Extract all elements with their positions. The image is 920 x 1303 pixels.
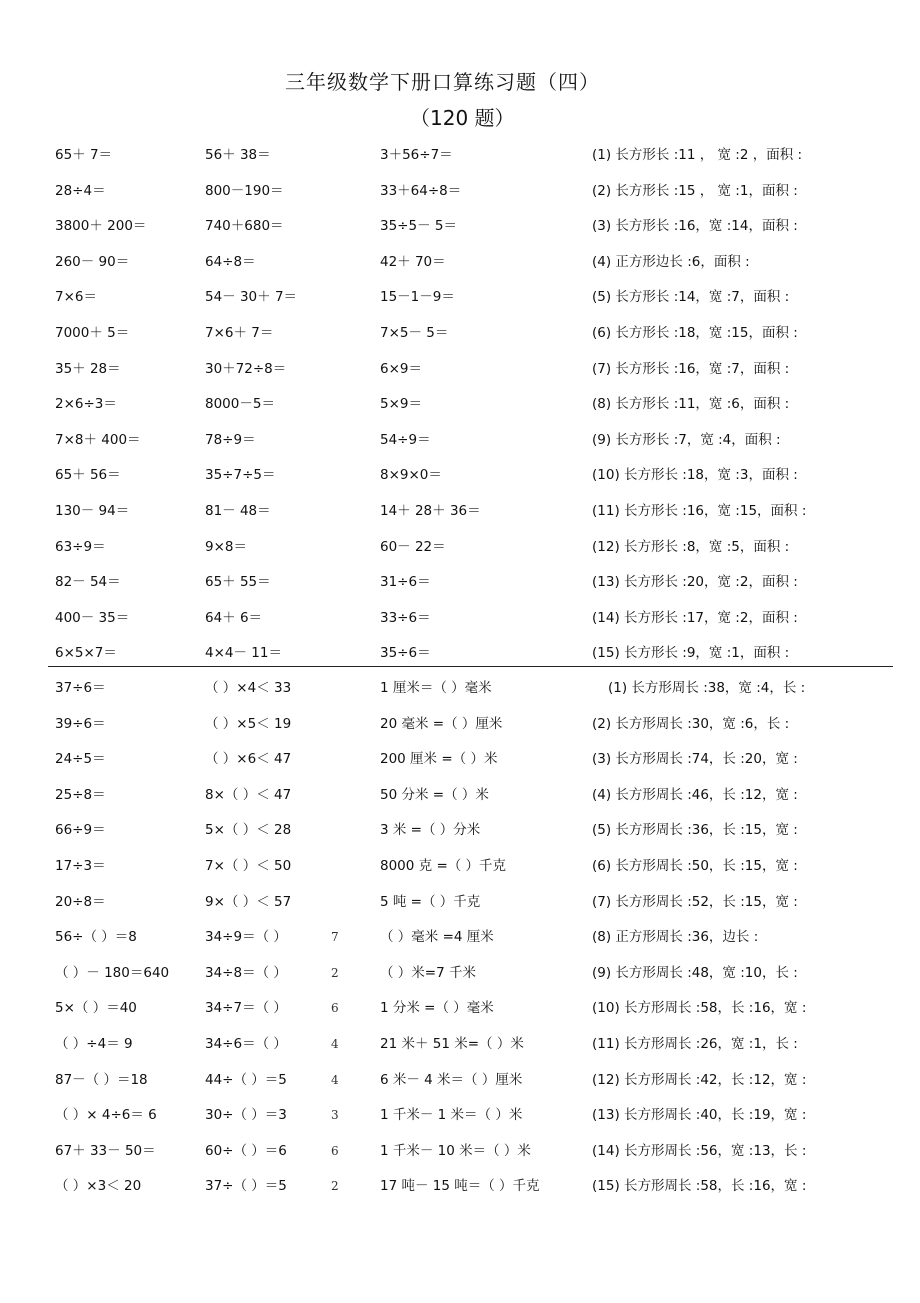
problem-cell: (15) 长方形长 :9，宽 :1，面积 :	[592, 645, 790, 662]
problem-cell: （ ）×5＜ 19	[205, 715, 292, 732]
problem-cell: 35＋ 28＝	[55, 360, 121, 377]
section-two-grid	[55, 671, 920, 1205]
problem-cell: 800－190＝	[205, 182, 284, 199]
problem-cell: (3) 长方形周长 :74，长 :20，宽 :	[592, 751, 798, 768]
problem-cell: （ ）－ 180＝640	[55, 964, 170, 981]
problem-cell: 7×（ ）＜ 50	[205, 857, 292, 874]
problem-row	[55, 920, 920, 956]
problem-cell: 31÷6＝	[380, 574, 431, 591]
problem-cell: 67＋ 33－ 50＝	[55, 1142, 156, 1159]
problem-cell: 1 千米－ 10 米＝（ ）米	[380, 1142, 531, 1159]
problem-row	[55, 458, 920, 494]
problem-cell: 17÷3＝	[55, 857, 106, 874]
problem-cell: (13) 长方形周长 :40，长 :19，宽 :	[592, 1107, 807, 1124]
problem-cell: 37÷6＝	[55, 680, 106, 696]
problem-cell: 1 分米 =（ ）毫米	[380, 1000, 494, 1017]
problem-cell: 39÷6＝	[55, 715, 106, 732]
problem-cell: 14＋ 28＋ 36＝	[380, 502, 481, 519]
problem-cell: 6 米－ 4 米＝（ ）厘米	[380, 1071, 523, 1088]
problem-cell: 60÷（ ）＝6	[205, 1142, 287, 1159]
problem-cell: 5 吨 =（ ）千克	[380, 893, 481, 910]
problem-row	[55, 245, 920, 281]
section-one-grid	[55, 138, 920, 672]
problem-cell: 8000－5＝	[205, 396, 275, 413]
problem-cell: (10) 长方形长 :18，宽 :3，面积 :	[592, 467, 798, 484]
problem-row	[55, 707, 920, 743]
problem-cell: 65＋ 56＝	[55, 467, 121, 484]
page-subtitle: （120 题）	[410, 106, 515, 130]
problem-cell: 44÷（ ）＝5	[205, 1071, 287, 1088]
problem-cell: 33÷6＝	[380, 609, 431, 626]
problem-cell: 7×6＝	[55, 289, 97, 306]
problem-cell: 4×4－ 11＝	[205, 645, 282, 662]
problem-row	[55, 1169, 920, 1205]
problem-cell: 9×8＝	[205, 538, 247, 555]
problem-cell: (4) 正方形边长 :6，面积 :	[592, 253, 750, 270]
problem-cell: 30＋72÷8＝	[205, 360, 287, 377]
problem-cell: （ ）毫米 =4 厘米	[380, 929, 494, 946]
problem-cell: 35÷7÷5＝	[205, 467, 276, 484]
problem-cell: 1 厘米＝（ ）毫米	[380, 680, 492, 696]
problem-cell: 64＋ 6＝	[205, 609, 263, 626]
problem-row	[55, 316, 920, 352]
problem-cell: 1 千米－ 1 米＝（ ）米	[380, 1107, 523, 1124]
problem-cell: 56＋ 38＝	[205, 147, 271, 163]
problem-cell: 50 分米 =（ ）米	[380, 786, 489, 803]
problem-cell: 6×5×7＝	[55, 645, 117, 662]
problem-cell: 3800＋ 200＝	[55, 218, 147, 235]
problem-cell: （ ）× 4÷6＝ 6	[55, 1107, 157, 1124]
problem-cell: 7×6＋ 7＝	[205, 324, 274, 341]
problem-cell: 6×9＝	[380, 360, 422, 377]
problem-cell: 56÷（ ）＝8	[55, 929, 137, 946]
problem-row	[55, 991, 920, 1027]
problem-cell: (7) 长方形长 :16，宽 :7，面积 :	[592, 360, 790, 377]
problem-row	[55, 778, 920, 814]
problem-cell: 8×（ ）＜ 47	[205, 786, 292, 803]
problem-row	[55, 1027, 920, 1063]
problem-cell: (12) 长方形长 :8，宽 :5，面积 :	[592, 538, 790, 555]
problem-row	[55, 565, 920, 601]
problem-cell: (5) 长方形周长 :36，长 :15，宽 :	[592, 822, 798, 839]
printed-answer-digit: 6	[331, 1143, 339, 1158]
problem-cell: (8) 长方形长 :11，宽 :6，面积 :	[592, 396, 790, 413]
problem-cell: 740＋680＝	[205, 218, 284, 235]
problem-cell: 8×9×0＝	[380, 467, 442, 484]
problem-cell: 20÷8＝	[55, 893, 106, 910]
problem-cell: 3 米 =（ ）分米	[380, 822, 481, 839]
problem-cell: (9) 长方形周长 :48，宽 :10，长 :	[592, 964, 798, 981]
problem-cell: 17 吨－ 15 吨＝（ ）千克	[380, 1178, 540, 1195]
problem-cell: 7×5－ 5＝	[380, 324, 449, 341]
problem-cell: 130－ 94＝	[55, 502, 130, 519]
problem-cell: 2×6÷3＝	[55, 396, 117, 413]
problem-cell: 37÷（ ）＝5	[205, 1178, 287, 1195]
problem-cell: (6) 长方形周长 :50，长 :15，宽 :	[592, 857, 798, 874]
problem-cell: (6) 长方形长 :18，宽 :15，面积 :	[592, 324, 798, 341]
problem-cell: 15－1－9＝	[380, 289, 455, 306]
problem-row	[55, 209, 920, 245]
printed-answer-digit: 7	[331, 930, 339, 945]
problem-row	[55, 885, 920, 921]
problem-cell: (1) 长方形周长 :38，宽 :4，长 :	[608, 680, 806, 696]
printed-answer-digit: 2	[331, 1179, 339, 1194]
problem-row	[55, 494, 920, 530]
problem-cell: 25÷8＝	[55, 786, 106, 803]
printed-answer-digit: 3	[331, 1108, 339, 1123]
problem-cell: 28÷4＝	[55, 182, 106, 199]
problem-cell: 65＋ 55＝	[205, 574, 271, 591]
problem-cell: 30÷（ ）＝3	[205, 1107, 287, 1124]
problem-cell: (7) 长方形周长 :52，长 :15，宽 :	[592, 893, 798, 910]
problem-cell: (4) 长方形周长 :46，长 :12，宽 :	[592, 786, 798, 803]
problem-cell: 64÷8＝	[205, 253, 256, 270]
problem-cell: 8000 克 =（ ）千克	[380, 857, 507, 874]
problem-row	[55, 174, 920, 210]
problem-cell: （ ）×3＜ 20	[55, 1178, 142, 1195]
problem-row	[55, 1098, 920, 1134]
problem-cell: (11) 长方形长 :16，宽 :15，面积 :	[592, 502, 807, 519]
problem-cell: (14) 长方形长 :17，宽 :2，面积 :	[592, 609, 798, 626]
problem-cell: 35÷5－ 5＝	[380, 218, 457, 235]
problem-cell: 20 毫米 =（ ）厘米	[380, 715, 503, 732]
problem-cell: 7×8＋ 400＝	[55, 431, 141, 448]
problem-cell: 63÷9＝	[55, 538, 106, 555]
problem-cell: (12) 长方形周长 :42，长 :12，宽 :	[592, 1071, 807, 1088]
problem-cell: (10) 长方形周长 :58，长 :16，宽 :	[592, 1000, 807, 1017]
problem-cell: （ ）÷4＝ 9	[55, 1035, 133, 1052]
problem-cell: 78÷9＝	[205, 431, 256, 448]
problem-cell: 54－ 30＋ 7＝	[205, 289, 298, 306]
problem-row	[55, 601, 920, 637]
problem-row	[55, 423, 920, 459]
problem-cell: (8) 正方形周长 :36，边长 :	[592, 929, 759, 946]
problem-row	[55, 742, 920, 778]
problem-cell: 35÷6＝	[380, 645, 431, 662]
problem-cell: (5) 长方形长 :14，宽 :7，面积 :	[592, 289, 790, 306]
problem-cell: 87－（ ）＝18	[55, 1071, 148, 1088]
problem-cell: 9×（ ）＜ 57	[205, 893, 292, 910]
problem-row	[55, 813, 920, 849]
printed-answer-digit: 2	[331, 965, 339, 980]
problem-cell: 54÷9＝	[380, 431, 431, 448]
problem-cell: (2) 长方形周长 :30，宽 :6，长 :	[592, 715, 790, 732]
problem-cell: 260－ 90＝	[55, 253, 130, 270]
problem-cell: 66÷9＝	[55, 822, 106, 839]
problem-cell: (9) 长方形长 :7，宽 :4，面积 :	[592, 431, 781, 448]
problem-row	[55, 1063, 920, 1099]
problem-cell: (2) 长方形长 :15 ， 宽 :1，面积 :	[592, 182, 798, 199]
problem-cell: (14) 长方形周长 :56，宽 :13，长 :	[592, 1142, 807, 1159]
printed-answer-digit: 6	[331, 1001, 339, 1016]
problem-cell: (1) 长方形长 :11 ， 宽 :2 ，面积 :	[592, 147, 803, 163]
problem-cell: (13) 长方形长 :20，宽 :2，面积 :	[592, 574, 798, 591]
problem-row	[55, 956, 920, 992]
printed-answer-digit: 4	[331, 1072, 339, 1087]
problem-cell: 24÷5＝	[55, 751, 106, 768]
problem-cell: 42＋ 70＝	[380, 253, 446, 270]
problem-cell: （ ）×4＜ 33	[205, 680, 292, 696]
problem-cell: 7000＋ 5＝	[55, 324, 130, 341]
page-title: 三年级数学下册口算练习题（四）	[285, 70, 600, 94]
problem-row	[55, 280, 920, 316]
problem-cell: 81－ 48＝	[205, 502, 271, 519]
problem-cell: 65＋ 7＝	[55, 147, 113, 163]
problem-cell: (3) 长方形长 :16，宽 :14，面积 :	[592, 218, 798, 235]
problem-cell: 34÷7＝（ ）	[205, 1000, 287, 1017]
problem-cell: 400－ 35＝	[55, 609, 130, 626]
problem-cell: 5×9＝	[380, 396, 422, 413]
problem-cell: 21 米＋ 51 米=（ ）米	[380, 1035, 524, 1052]
problem-row	[55, 530, 920, 566]
problem-row	[55, 352, 920, 388]
problem-row	[55, 1134, 920, 1170]
problem-cell: 34÷8＝（ ）	[205, 964, 287, 981]
problem-cell: 33＋64÷8＝	[380, 182, 462, 199]
problem-cell: 5×（ ）＝40	[55, 1000, 137, 1017]
problem-cell: (15) 长方形周长 :58，长 :16，宽 :	[592, 1178, 807, 1195]
problem-row	[55, 138, 920, 174]
problem-cell: 5×（ ）＜ 28	[205, 822, 292, 839]
problem-cell: 34÷9＝（ ）	[205, 929, 287, 946]
problem-row	[55, 671, 920, 707]
problem-cell: 82－ 54＝	[55, 574, 121, 591]
printed-answer-digit: 4	[331, 1036, 339, 1051]
problem-cell: （ ）米=7 千米	[380, 964, 476, 981]
problem-cell: （ ）×6＜ 47	[205, 751, 292, 768]
problem-cell: 200 厘米 =（ ）米	[380, 751, 498, 768]
problem-cell: (11) 长方形周长 :26，宽 :1，长 :	[592, 1035, 798, 1052]
problem-row	[55, 387, 920, 423]
problem-row	[55, 849, 920, 885]
problem-cell: 3＋56÷7＝	[380, 147, 453, 163]
problem-cell: 34÷6＝（ ）	[205, 1035, 287, 1052]
problem-cell: 60－ 22＝	[380, 538, 446, 555]
section-divider	[48, 666, 893, 667]
